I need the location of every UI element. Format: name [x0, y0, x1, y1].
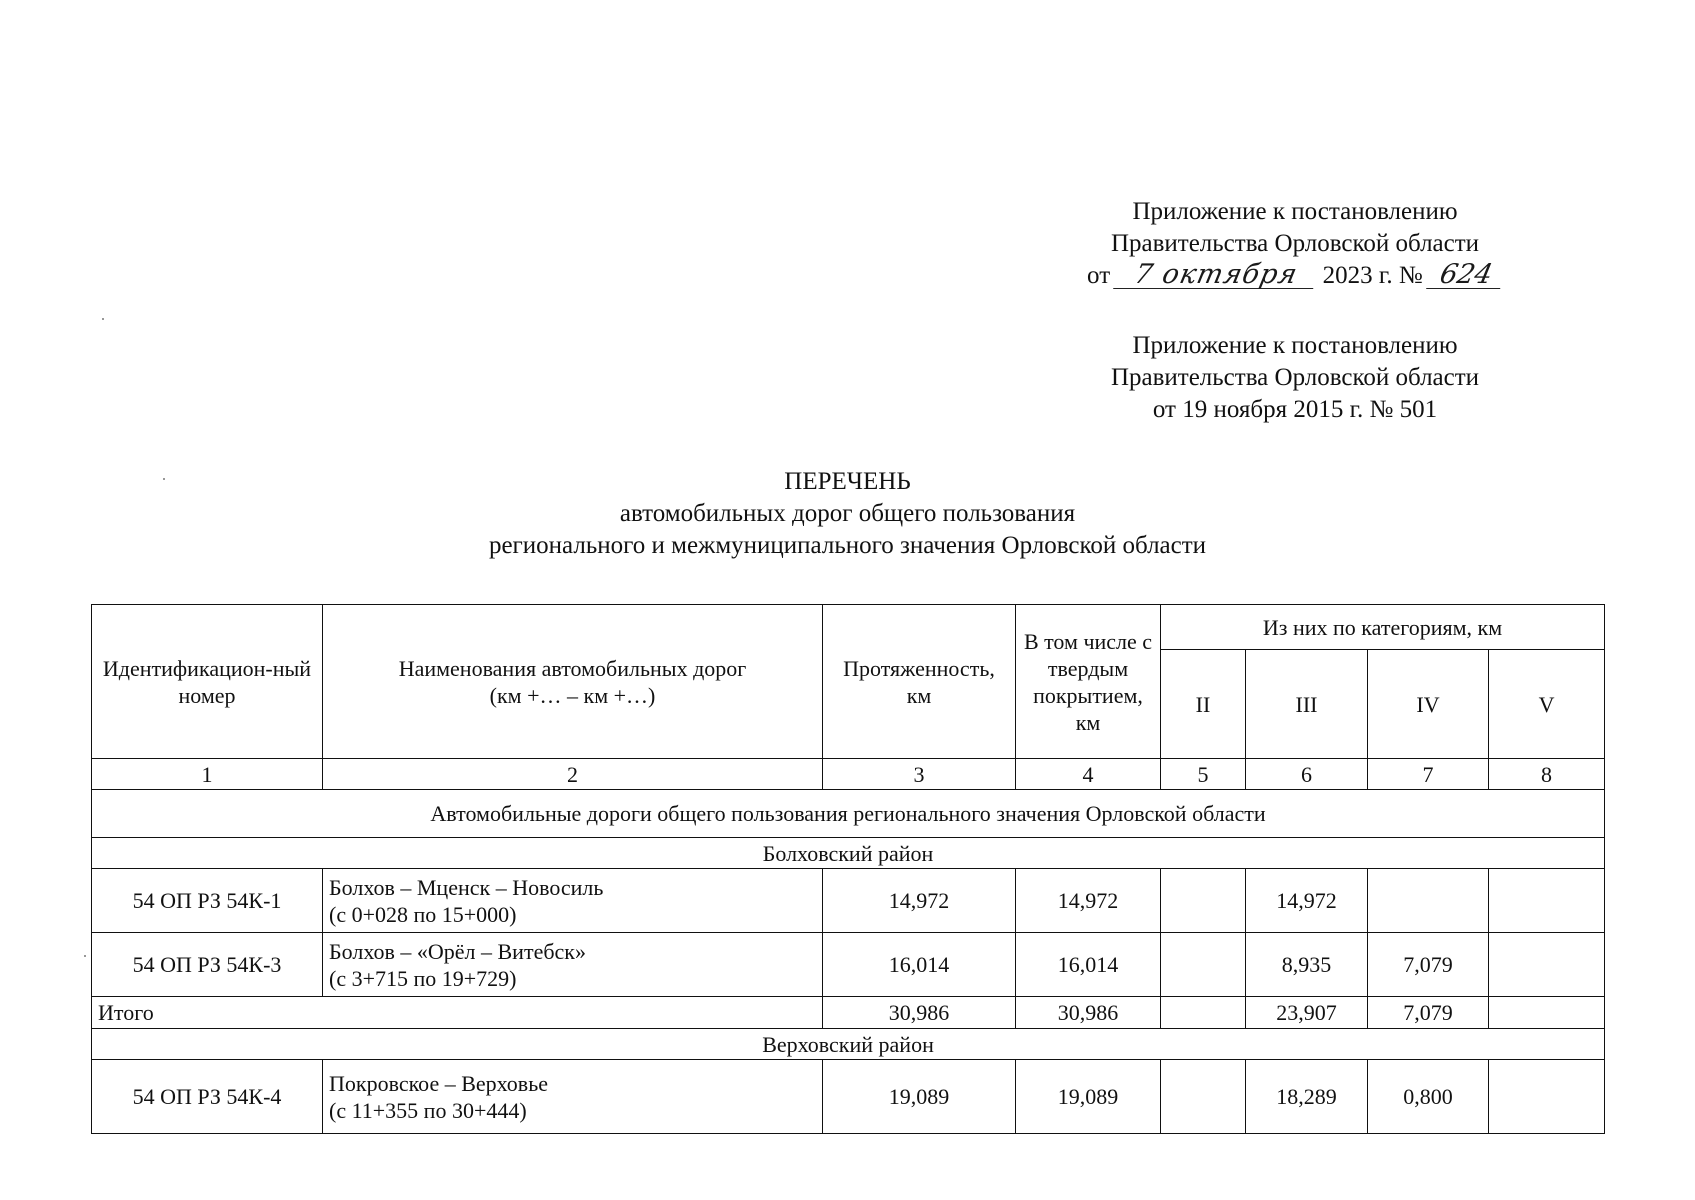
total-label: Итого [92, 997, 823, 1029]
appendix-original [1060, 330, 1530, 426]
roads-table [91, 604, 1605, 1134]
header-name [323, 605, 823, 759]
district-bolkhov: Болховский район [92, 838, 1605, 869]
handwritten-date: 7 октября [1114, 262, 1320, 289]
road-cat-iv: 0,800 [1368, 1060, 1489, 1134]
title-line3: регионального и межмуниципального значения Орловской области [488, 532, 1207, 559]
appendix-current-prefix: от [1087, 262, 1111, 289]
column-number: 5 [1161, 759, 1246, 790]
column-number: 1 [92, 759, 323, 790]
header-row-main [92, 605, 1605, 650]
document-title [0, 466, 1695, 562]
road-name-line1: Болхов – «Орёл – Витебск» [329, 938, 586, 964]
road-name [323, 869, 823, 933]
scan-speck [102, 318, 104, 320]
total-cat-iv: 7,079 [1368, 997, 1489, 1029]
scan-speck [84, 955, 86, 957]
road-name [323, 933, 823, 997]
appendix-original-line1: Приложение к постановлению [1132, 332, 1458, 359]
road-paved: 14,972 [1016, 869, 1161, 933]
appendix-original-line2: Правительства Орловской области [1110, 364, 1480, 391]
road-length: 16,014 [823, 933, 1016, 997]
title-line2: автомобильных дорог общего пользования [619, 500, 1076, 527]
road-name-line2: (с 0+028 по 15+000) [329, 901, 517, 927]
column-number: 6 [1246, 759, 1368, 790]
handwritten-number: 624 [1426, 262, 1506, 289]
column-number: 2 [323, 759, 823, 790]
header-cat-iv: IV [1368, 650, 1489, 759]
header-cat-iii: III [1246, 650, 1368, 759]
column-number: 4 [1016, 759, 1161, 790]
title-heading: ПЕРЕЧЕНЬ [784, 468, 911, 495]
header-cat-ii: II [1161, 650, 1246, 759]
appendix-current [1060, 196, 1530, 292]
road-cat-v [1489, 869, 1605, 933]
road-id: 54 ОП РЗ 54К-4 [92, 1060, 323, 1134]
road-cat-v [1489, 1060, 1605, 1134]
header-categories: Из них по категориям, км [1161, 605, 1605, 650]
road-cat-ii [1161, 1060, 1246, 1134]
road-cat-iii: 14,972 [1246, 869, 1368, 933]
total-paved: 30,986 [1016, 997, 1161, 1029]
total-cat-ii [1161, 997, 1246, 1029]
total-row [92, 997, 1605, 1029]
column-number-row [92, 759, 1605, 790]
column-number: 3 [823, 759, 1016, 790]
header-name-line2: (км +… – км +…) [489, 682, 656, 708]
road-cat-iii: 8,935 [1246, 933, 1368, 997]
section-row [92, 790, 1605, 838]
table-row [92, 933, 1605, 997]
road-cat-ii [1161, 933, 1246, 997]
table-row [92, 869, 1605, 933]
appendix-original-line3: от 19 ноября 2015 г. № 501 [1152, 396, 1438, 423]
column-number: 8 [1489, 759, 1605, 790]
header-id: Идентификацион-ный номер [92, 605, 323, 759]
road-cat-v [1489, 933, 1605, 997]
road-cat-iv [1368, 869, 1489, 933]
header-length: Протяженность, км [823, 605, 1016, 759]
scan-speck [163, 478, 165, 480]
road-length: 19,089 [823, 1060, 1016, 1134]
road-name-line1: Покровское – Верховье [329, 1070, 548, 1096]
appendix-current-line2: Правительства Орловской области [1110, 230, 1480, 257]
road-cat-iii: 18,289 [1246, 1060, 1368, 1134]
total-length: 30,986 [823, 997, 1016, 1029]
road-name-line2: (с 3+715 по 19+729) [329, 965, 517, 991]
road-id: 54 ОП РЗ 54К-3 [92, 933, 323, 997]
total-cat-v [1489, 997, 1605, 1029]
table-row [92, 1060, 1605, 1134]
road-cat-iv: 7,079 [1368, 933, 1489, 997]
appendix-current-line3 [1060, 260, 1530, 292]
district-row [92, 838, 1605, 869]
road-name [323, 1060, 823, 1134]
column-number: 7 [1368, 759, 1489, 790]
district-verkhovye: Верховский район [92, 1029, 1605, 1060]
road-paved: 19,089 [1016, 1060, 1161, 1134]
appendix-current-line1: Приложение к постановлению [1132, 198, 1458, 225]
total-cat-iii: 23,907 [1246, 997, 1368, 1029]
header-paved: В том числе с твердым покрытием, км [1016, 605, 1161, 759]
road-length: 14,972 [823, 869, 1016, 933]
road-name-line1: Болхов – Мценск – Новосиль [329, 874, 604, 900]
header-name-line1: Наименования автомобильных дорог [398, 655, 747, 681]
header-cat-v: V [1489, 650, 1605, 759]
road-name-line2: (с 11+355 по 30+444) [329, 1097, 527, 1123]
road-id: 54 ОП РЗ 54К-1 [92, 869, 323, 933]
appendix-current-year: 2023 г. № [1322, 262, 1423, 289]
district-row [92, 1029, 1605, 1060]
road-cat-ii [1161, 869, 1246, 933]
road-paved: 16,014 [1016, 933, 1161, 997]
section-title: Автомобильные дороги общего пользования регионального значения Орловской области [92, 790, 1605, 838]
